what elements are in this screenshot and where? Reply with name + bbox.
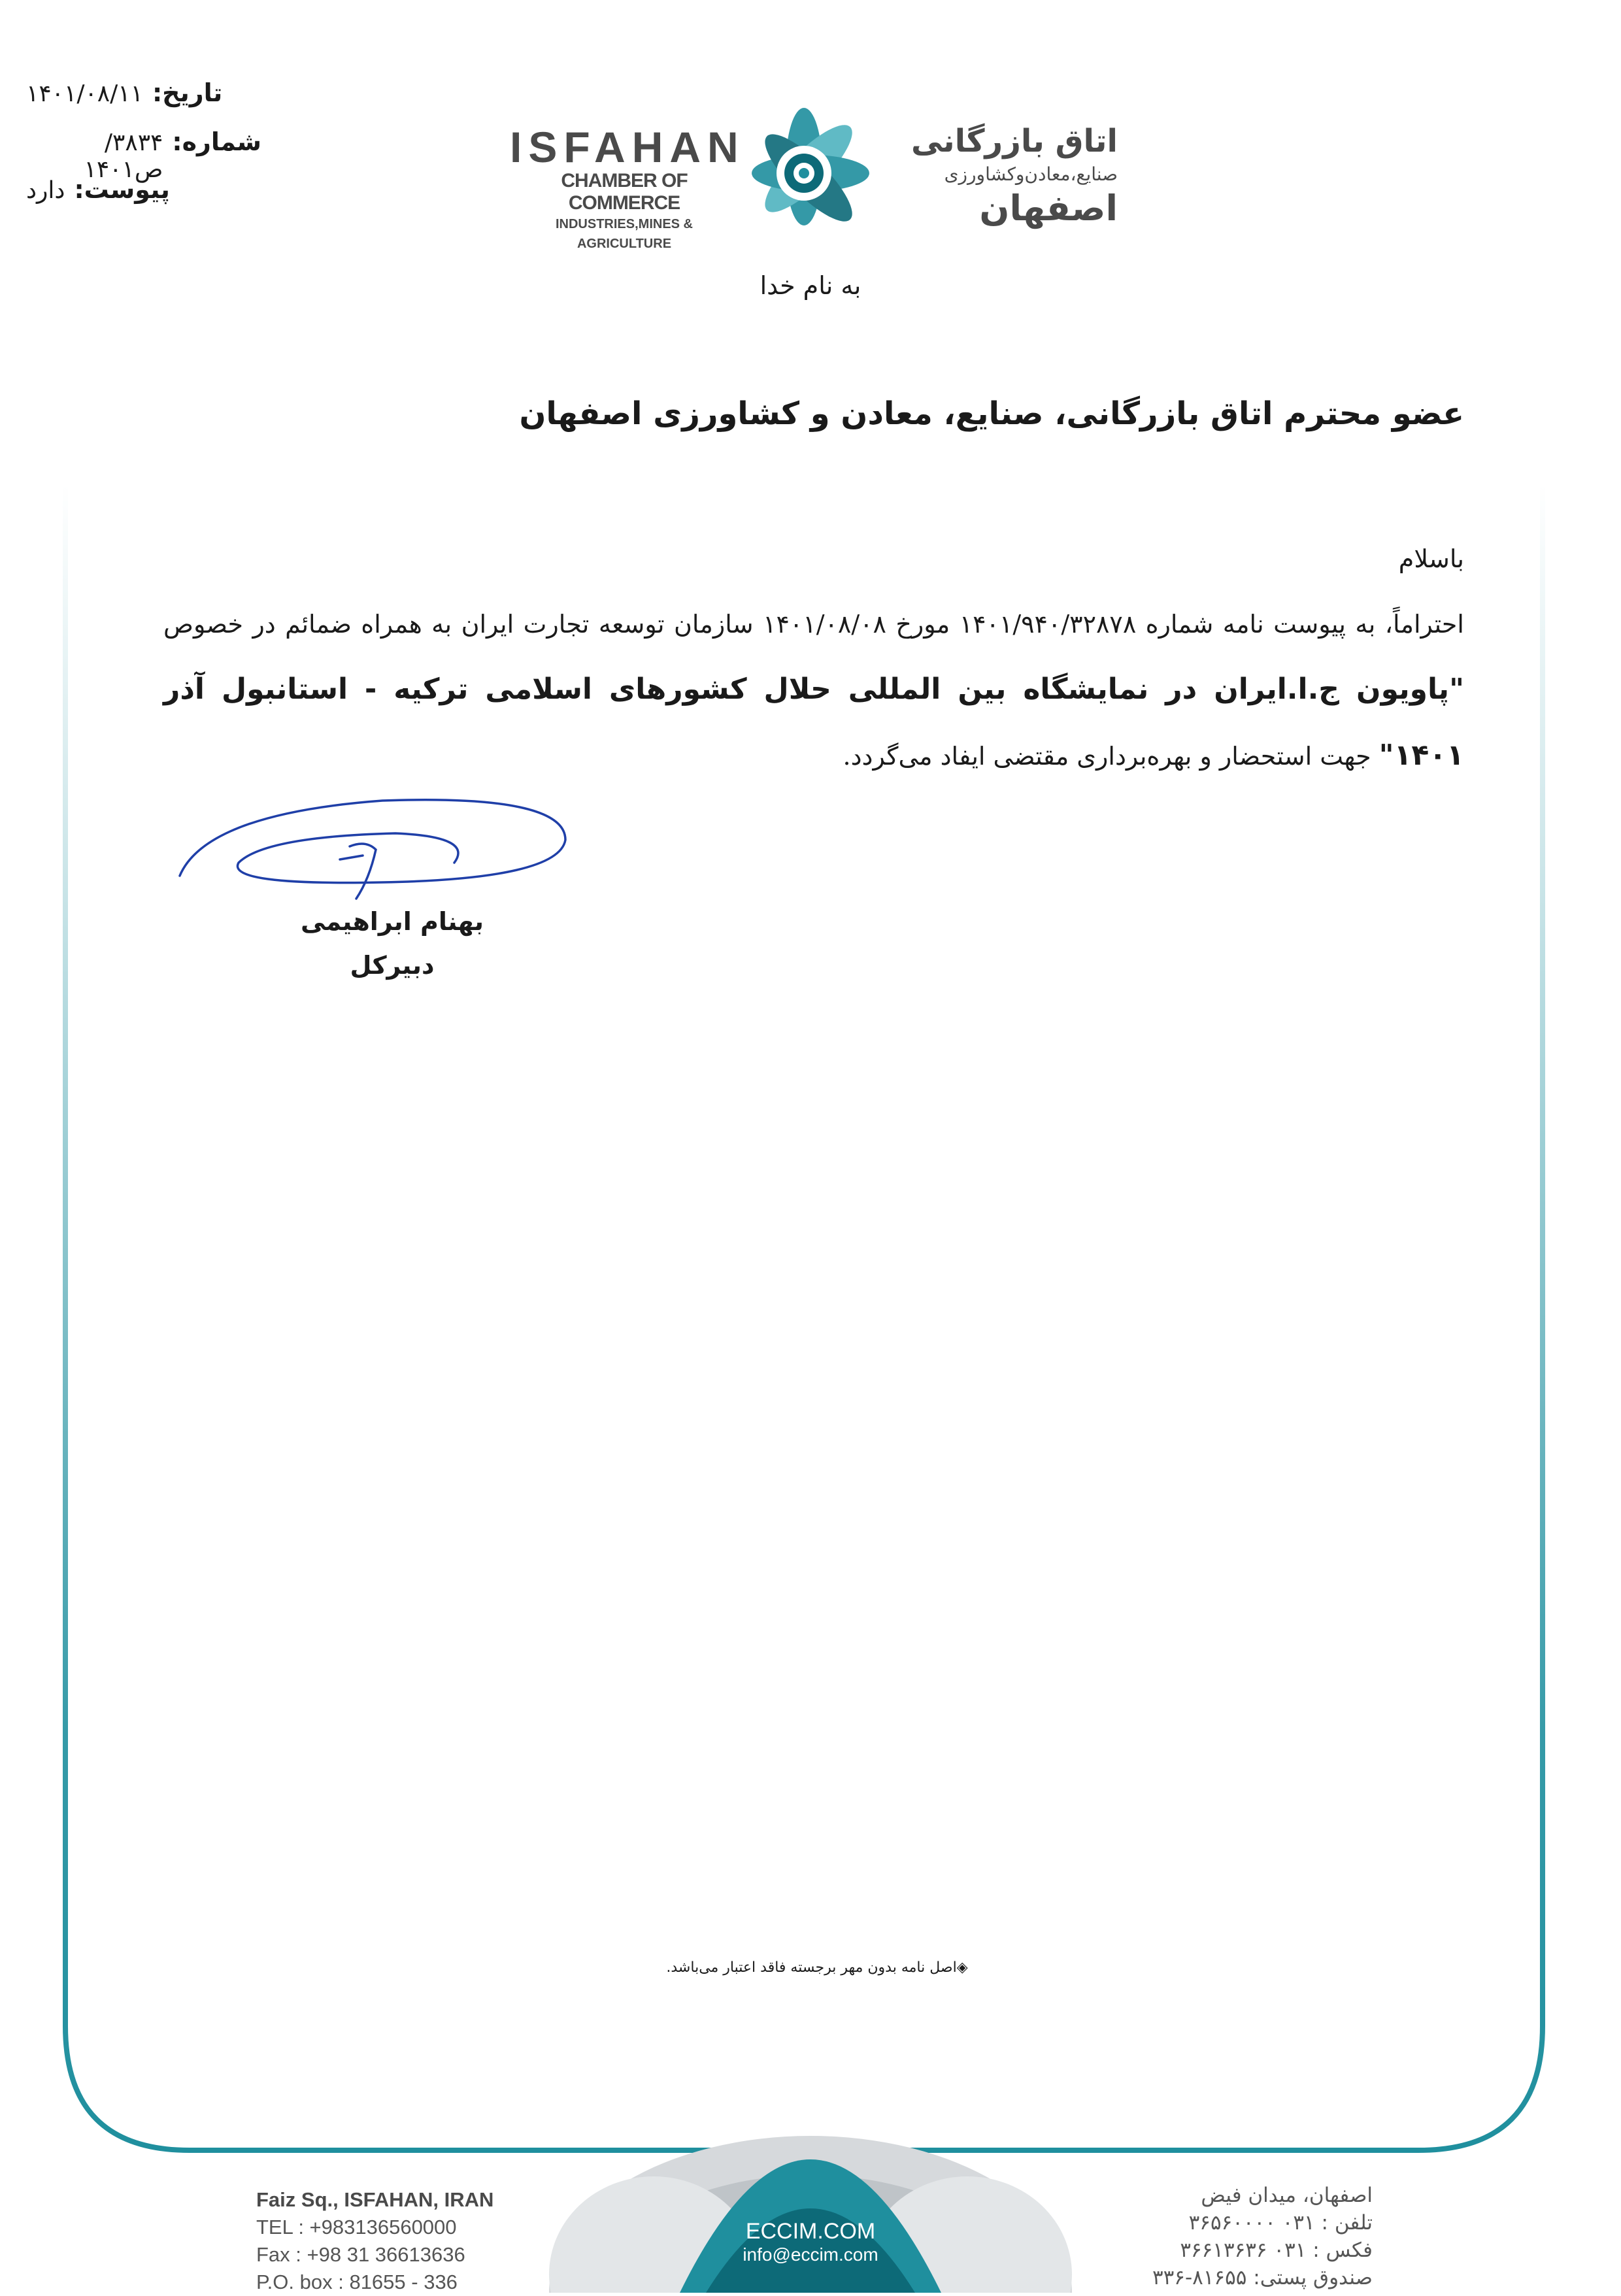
footer-farsi (1111, 2182, 1373, 2291)
footer-fa-address: اصفهان، میدان فیض (1201, 2184, 1373, 2207)
signer-name: بهنام ابراهیمی (301, 907, 484, 936)
logo-english (510, 123, 745, 254)
bismillah: به نام خدا (760, 271, 861, 300)
addressee: عضو محترم اتاق بازرگانی، صنایع، معادن و کشاورزی اصفهان (519, 395, 1464, 432)
logo-en-sectors: INDUSTRIES,MINES & AGRICULTURE (555, 217, 694, 251)
validity-text: اصل نامه بدون مهر برجسته فاقد اعتبار می‌باشد. (666, 1959, 957, 1976)
body-subject: "پاویون ج.ا.ایران در نمایشگاه بین المللی حلال کشورهای اسلامی ترکیه - استانبول آذر ۱۴۰۱" (163, 673, 1464, 772)
attachment-value: دارد (26, 177, 65, 204)
letter-body (163, 526, 1464, 789)
footer-english (256, 2186, 505, 2296)
footer-en-fax: Fax : +98 31 36613636 (256, 2243, 465, 2266)
footer-en-address: Faiz Sq., ISFAHAN, IRAN (256, 2188, 494, 2211)
date-label: تاریخ: (152, 78, 223, 107)
attachment-label: پیوست: (74, 175, 170, 204)
body-intro: احتراماً، به پیوست نامه شماره ۱۴۰۱/۹۴۰/۳۲۸۷۸ مورخ ۱۴۰۱/۰۸/۰۸ سازمان توسعه تجارت ایران به همراه ضمائم در خصوص (163, 610, 1464, 639)
logo-fa-chamber: اتاق بازرگانی (911, 123, 1118, 159)
logo-fa-city: اصفهان (979, 188, 1118, 229)
logo-farsi (869, 121, 1118, 229)
footer-en-pobox: P.O. box : 81655 - 336 (256, 2271, 458, 2293)
number-value: ۳۸۳۴/ص۱۴۰۱ (84, 129, 163, 183)
greeting: باسلام (1398, 544, 1464, 573)
logo-en-chamber: CHAMBER OF COMMERCE (561, 170, 688, 214)
email-link[interactable]: info@eccim.com (743, 2244, 878, 2265)
signer-title: دبیرکل (350, 951, 435, 980)
footer-emblem (549, 2136, 1072, 2293)
footer-fa-pobox: صندوق پستی: ۸۱۶۵۵-۳۳۶ (1152, 2266, 1373, 2289)
date-value: ۱۴۰۱/۰۸/۱۱ (26, 80, 143, 107)
body-paragraph (163, 591, 1464, 789)
body-closing: جهت استحضار و بهره‌برداری مقتضی ایفاد می‌گردد. (843, 742, 1379, 771)
validity-footnote (588, 1959, 1046, 1976)
logo-fa-sectors: صنایع،معادن‌وکشاورزی (944, 163, 1118, 185)
logo-mark-icon (735, 105, 873, 242)
website-link[interactable]: ECCIM.COM (745, 2219, 876, 2244)
date-row (26, 78, 261, 107)
number-label: شماره: (172, 127, 261, 156)
diamond-icon: ◈ (956, 1959, 968, 1976)
signature-image (167, 788, 572, 912)
footer-fa-tel: تلفن : ۰۳۱ ۳۶۵۶۰۰۰۰ (1188, 2211, 1373, 2235)
footer-fa-fax: فکس : ۰۳۱ ۳۶۶۱۳۶۳۶ (1180, 2238, 1373, 2262)
logo-en-name: ISFAHAN (510, 123, 745, 171)
attachment-row (26, 175, 261, 204)
footer-en-tel: TEL : +983136560000 (256, 2216, 457, 2238)
footer-web (719, 2219, 902, 2266)
